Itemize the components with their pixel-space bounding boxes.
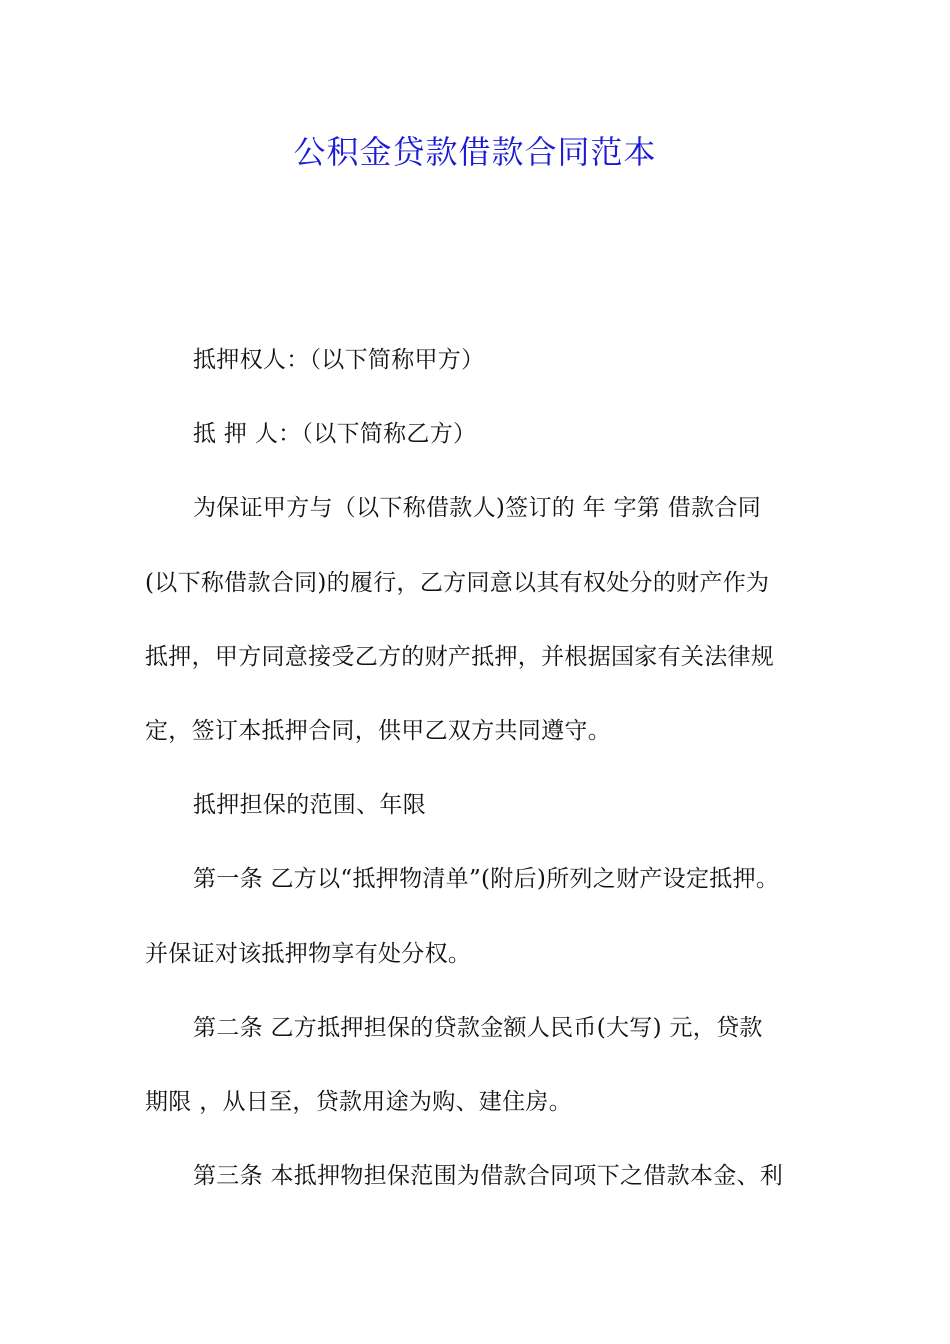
- section-heading: 抵押担保的范围、年限: [193, 792, 426, 819]
- article-2-line-2: 期限 ，从日至，贷款用途为购、建住房。: [145, 1088, 573, 1115]
- preamble-line-1: 为保证甲方与（以下称借款人)签订的 年 字第 借款合同: [193, 495, 762, 522]
- document-title: 公积金贷款借款合同范本: [293, 133, 657, 171]
- party-b-line: 抵 押 人：（以下简称乙方）: [193, 421, 477, 448]
- preamble-line-3: 抵押，甲方同意接受乙方的财产抵押，并根据国家有关法律规: [145, 643, 775, 670]
- document-body: [145, 337, 810, 1227]
- party-a-line: 抵押权人：（以下简称甲方）: [193, 347, 485, 373]
- article-1-line-2: 并保证对该抵押物享有处分权。: [145, 940, 472, 967]
- preamble-line-4: 定，签订本抵押合同，供甲乙双方共同遵守。: [145, 717, 611, 744]
- article-2-line-1: 第二条 乙方抵押担保的贷款金额人民币(大写) 元，贷款: [193, 1014, 763, 1041]
- article-3-line-1: 第三条 本抵押物担保范围为借款合同项下之借款本金、利: [193, 1163, 784, 1190]
- article-1-line-1: 第一条 乙方以“抵押物清单”(附后)所列之财产设定抵押。: [193, 866, 780, 893]
- preamble-line-2: (以下称借款合同)的履行，乙方同意以其有权处分的财产作为: [145, 569, 770, 596]
